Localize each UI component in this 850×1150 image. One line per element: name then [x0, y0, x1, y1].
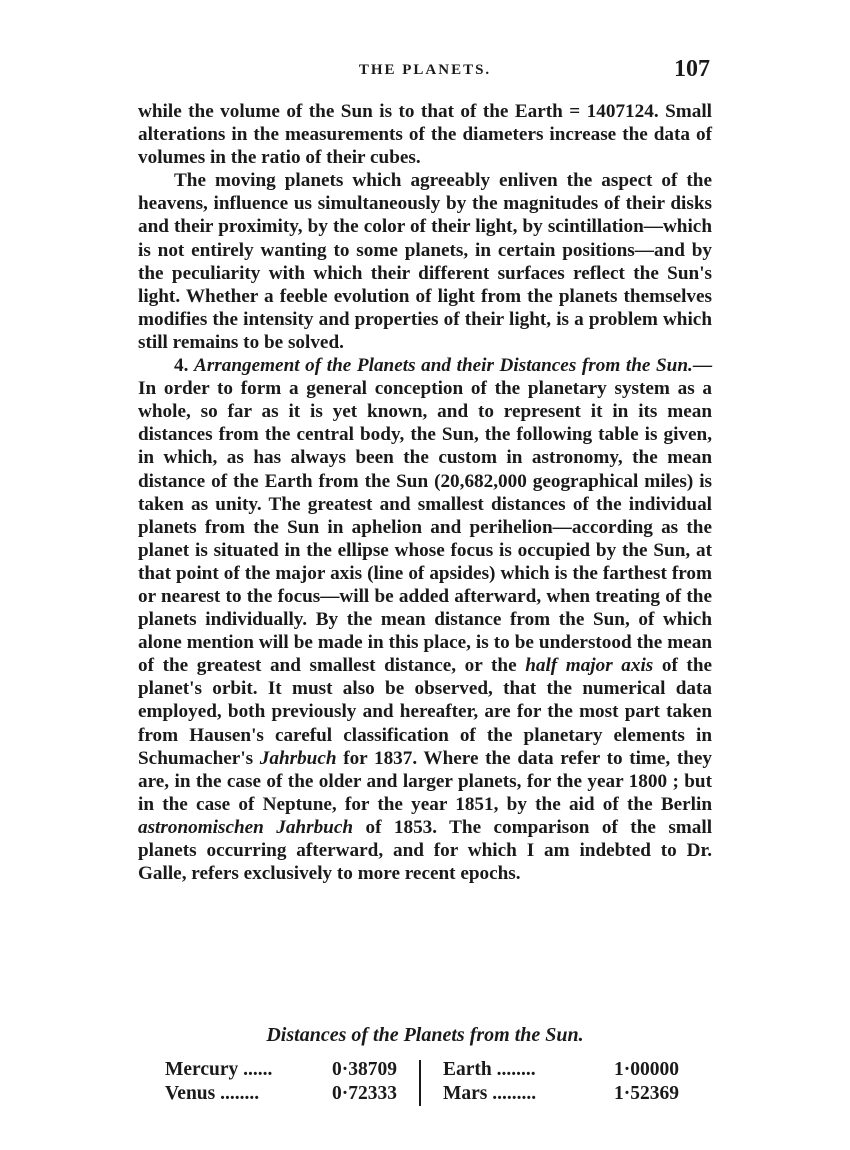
paragraph-3-text-3: for 1837. Where the data refer to time, they are, in the case of the older and larger planets, for the year 1800 ; but in the case of Neptune, for the year 1851, by the aid of the Berlin	[138, 747, 713, 815]
leader-dots: ........	[496, 1059, 536, 1080]
paragraph-3	[138, 354, 712, 885]
planet-name: Venus	[165, 1083, 216, 1104]
distance-value: 1·00000	[613, 1059, 679, 1080]
paragraph-3-text-1: —In order to form a general conception of the planetary system as a whole, so far as it is yet known, and to represent it in its mean distances from the central body, the Sun, the following table is given, in which, as has always been the custom in astronomy, the mean distance of the Earth from the Sun (20,682,000 geographical miles) is taken as unity. The greatest and smallest distances of the individual planets from the Sun in aphelion and perihelion—according as the planet is situated in the ellipse whose focus is occupied by the Sun, at that point of the major axis (line of apsides) which is the farthest from or nearest to the focus—will be added afterward, when treating of the planets individually. By the mean distance from the Sun, of which alone mention will be made in this place, is to be understood the mean of the greatest and smallest distance, or the	[138, 355, 713, 677]
table-row	[443, 1082, 679, 1106]
term-half-major-axis: half major axis	[525, 655, 654, 677]
table-column-right	[443, 1058, 679, 1106]
paragraph-1: while the volume of the Sun is to that of the Earth = 1407124. Small alterations in the measurements of the diameters increase the data of volumes in the ratio of their cubes.	[138, 101, 712, 169]
page-number: 107	[674, 56, 710, 82]
paragraph-3-text-4: of 1853. The comparison of the small planets occurring afterward, and for which I am indebted to Dr. Galle, refers exclusively to more recent epochs.	[138, 816, 713, 885]
page-header	[138, 56, 712, 90]
paragraph-2: The moving planets which agreeably enliven the aspect of the heavens, influence us simultaneously by the magnitudes of their disks and their proximity, by the color of their light, by scintillation—which is not entirely wanting to some planets, in certain positions—and by the peculiarity with which their different surfaces reflect the Sun's light. Whether a feeble evolution of light from the planets themselves modifies the intensity and properties of their light, is a problem which still remains to be solved.	[138, 170, 712, 353]
section-number: 4.	[174, 355, 189, 377]
leader-dots: ........	[220, 1083, 260, 1104]
planet-name: Mars	[443, 1083, 488, 1104]
distance-value: 1·52369	[613, 1083, 679, 1104]
section-heading: Arrangement of the Planets and their Distances from the Sun.	[194, 355, 693, 377]
distance-value: 0·72333	[331, 1083, 397, 1104]
column-divider	[419, 1060, 421, 1106]
table-column-left	[165, 1058, 397, 1106]
planet-name: Mercury	[165, 1059, 239, 1080]
title-astronomischen-jahrbuch: astronomischen Jahrbuch	[138, 816, 354, 838]
leader-dots: .........	[492, 1083, 537, 1104]
distance-value: 0·38709	[331, 1059, 397, 1080]
table-row	[165, 1058, 397, 1082]
distance-table	[165, 1058, 705, 1106]
table-row	[165, 1082, 397, 1106]
planet-name: Earth	[443, 1059, 492, 1080]
table-caption: Distances of the Planets from the Sun.	[266, 1024, 584, 1046]
table-row	[443, 1058, 679, 1082]
running-head: THE PLANETS.	[358, 62, 492, 78]
title-jahrbuch: Jahrbuch	[259, 747, 337, 769]
body-text	[138, 100, 712, 885]
paragraph-3-text-2: of the planet's orbit. It must also be observed, that the numerical data employed, both previously and hereafter, are for the most part taken from Hausen's careful classification of the planetary elements in Schumacher's	[138, 655, 713, 769]
leader-dots: ......	[243, 1059, 273, 1080]
